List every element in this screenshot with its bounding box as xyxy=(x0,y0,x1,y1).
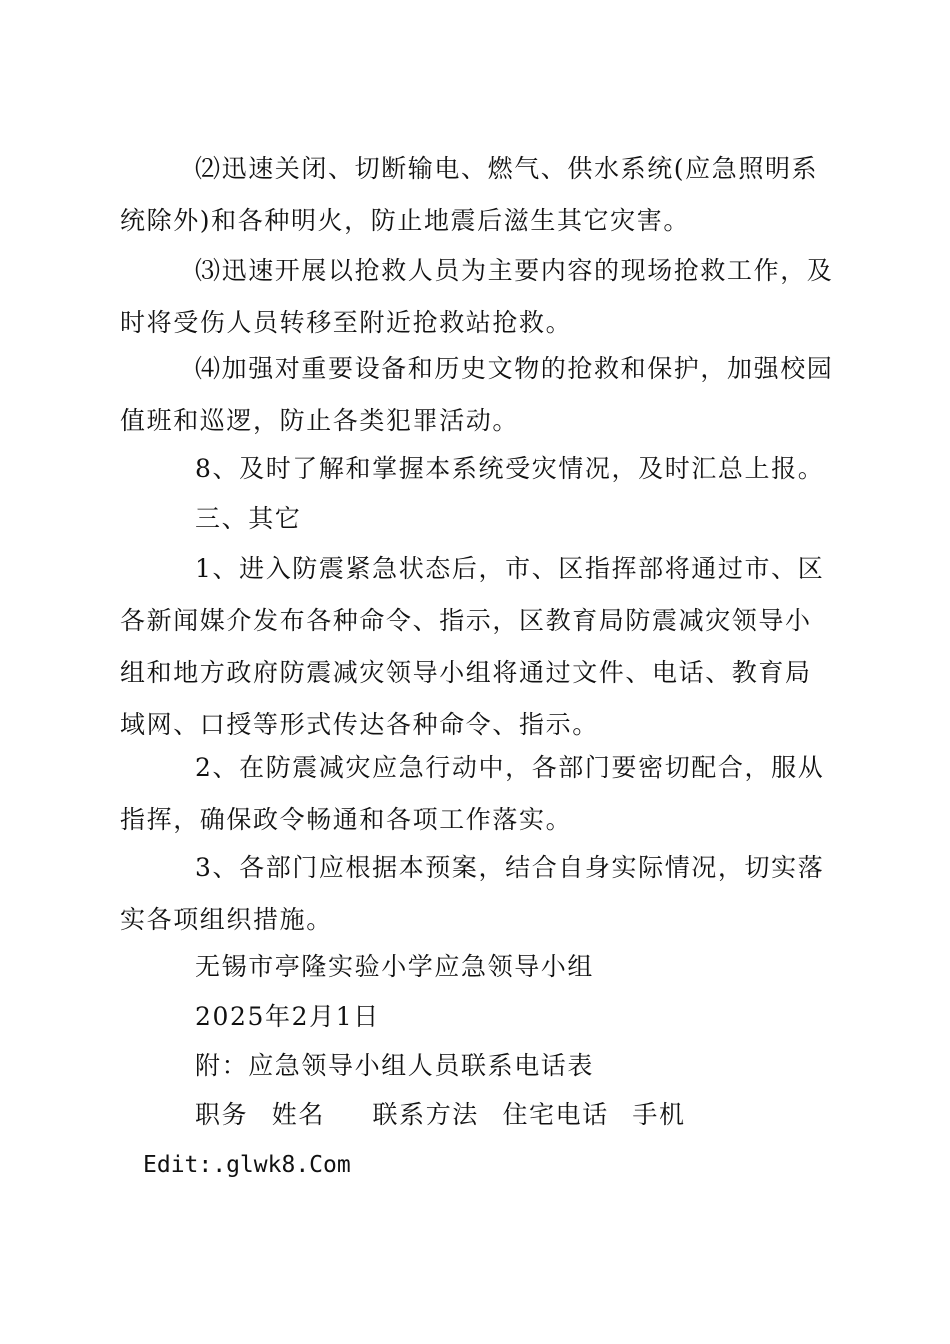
header-name: 姓名 xyxy=(271,1100,325,1129)
paragraph-other-3: 3、各部门应根据本预案，结合自身实际情况，切实落实各项组织措施。 xyxy=(120,853,825,934)
header-position: 职务 xyxy=(195,1100,249,1129)
footer-edit-text: Edit:.glwk8.Com xyxy=(143,1152,351,1178)
paragraph-item-3: ⑶迅速开展以抢救人员为主要内容的现场抢救工作，及时将受伤人员转移至附近抢救站抢救。 xyxy=(120,256,834,337)
date-line: 2025年2月1日 xyxy=(195,1002,380,1031)
attachment-line: 附：应急领导小组人员联系电话表 xyxy=(195,1051,595,1080)
paragraph-item-4: ⑷加强对重要设备和历史文物的抢救和保护，加强校园值班和巡逻，防止各类犯罪活动。 xyxy=(120,354,834,435)
paragraph-other-2: 2、在防震减灾应急行动中，各部门要密切配合，服从指挥，确保政令畅通和各项工作落实。 xyxy=(120,753,825,834)
section-heading-other: 三、其它 xyxy=(195,504,302,533)
contact-table-header xyxy=(195,1089,686,1141)
paragraph-section-8: 8、及时了解和掌握本系统受灾情况，及时汇总上报。 xyxy=(195,454,825,483)
paragraph-item-2: ⑵迅速关闭、切断输电、燃气、供水系统(应急照明系统除外)和各种明火，防止地震后滋生其它灾害。 xyxy=(120,154,819,235)
paragraph-other-1: 1、进入防震紧急状态后，市、区指挥部将通过市、区各新闻媒介发布各种命令、指示，区教育局防震减灾领导小组和地方政府防震减灾领导小组将通过文件、电话、教育局域网、口授等形式传达各种命令、指示。 xyxy=(120,554,825,739)
header-home-phone: 住宅电话 xyxy=(502,1100,609,1129)
signature-line: 无锡市亭隆实验小学应急领导小组 xyxy=(195,952,595,981)
header-mobile: 手机 xyxy=(632,1100,686,1129)
header-contact-method: 联系方法 xyxy=(372,1100,479,1129)
